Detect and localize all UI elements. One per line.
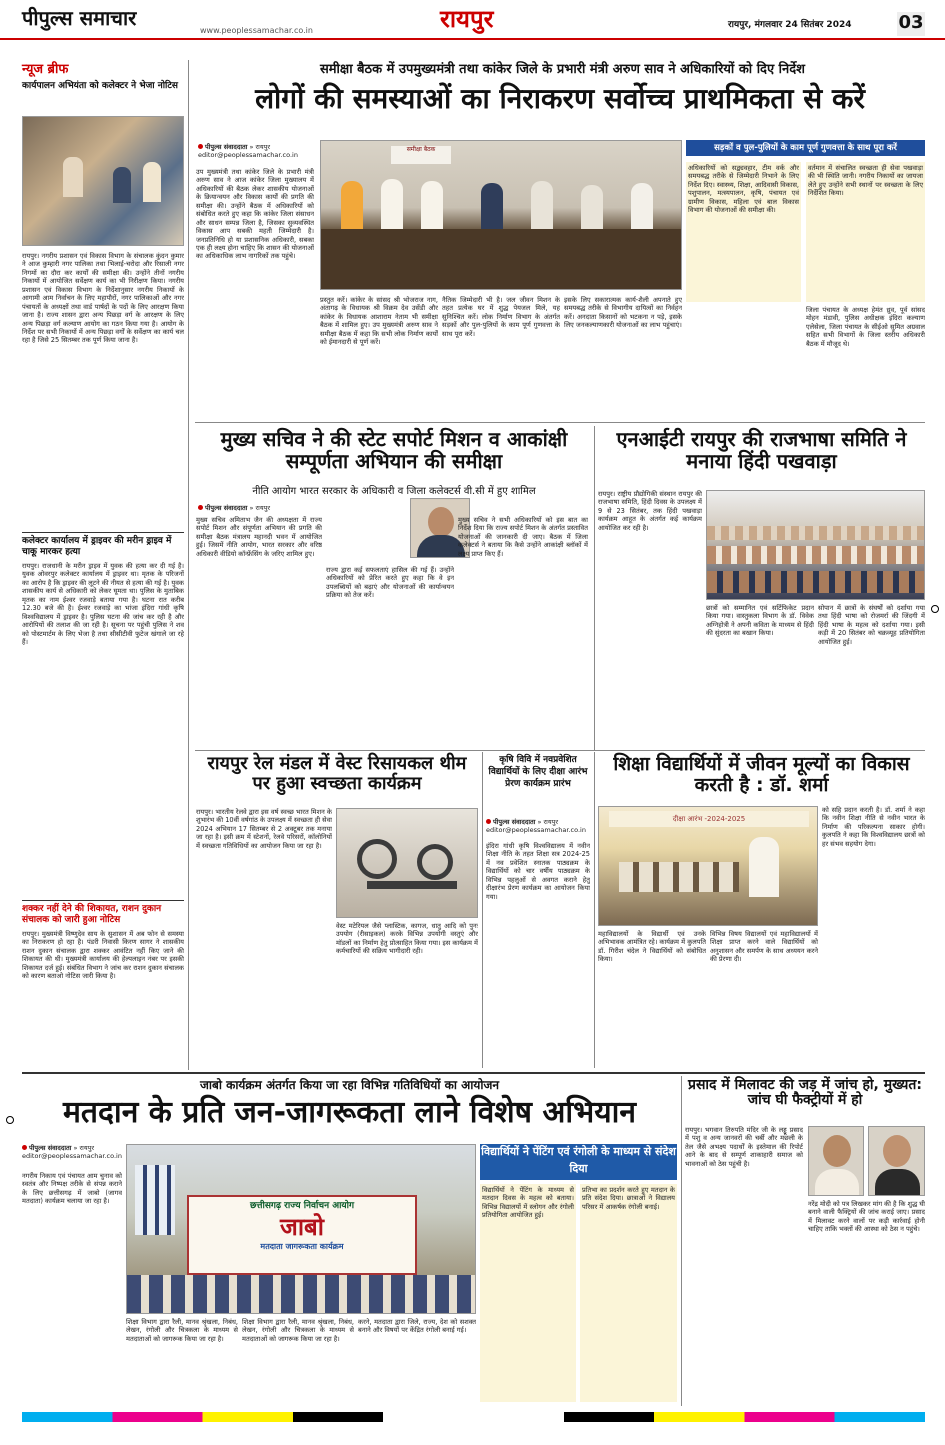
brief-body-3: रायपुर। मुख्यमंत्री विष्णुदेव साय के सुशासन में अब फोन से समस्या का निराकरण हो रहा है। पंडरी निवासी किरण सागर ने शासकीय राशन दुकान संचालक द्वारा शक्कर आवंटित नहीं किए जाने की शिकायत की थी। मुख्यमंत्री कार्यालय की हेल्पलाइन नंबर पर इसकी शिकायत दर्ज हुई। संबंधित विभाग ने जांच कर राशन दुकान संचालक को कारण बताओ नोटिस जारी किया है।: [22, 930, 184, 981]
color-registration-strip: [22, 1412, 925, 1422]
prasad-col-2: नरेंद्र मोदी को पत्र लिखकर मांग की है कि शुद्ध घी बनाने वाली फैक्ट्रियों की जांच कराई जाए। प्रसाद में मिलावट करने वालों पर कड़ी कार्रवाई होनी चाहिए ताकि भक्तों की आस्था को ठेस न पहुंचे।: [808, 1200, 925, 1234]
nit-col-3: सोपान में छात्रों के संघर्षों को दर्शाया गया तथा हिंदी भाषा को रोजमर्रा की जिंदगी में हिंदी भाषा के महत्व को दर्शाया गया। इसी कड़ी में 20 सितंबर को चक्रव्यूह प्रतियोगिता आयोजित हुई।: [818, 604, 925, 646]
dateline: रायपुर, मंगलवार 24 सितंबर 2024: [728, 20, 852, 30]
edu-col-3: को सहि प्रदान करती है। डॉ. शर्मा ने कहा कि नवीन शिक्षा नीति से नवीन भारत के निर्माण की परिकल्पना साकार होगी। कुलपति ने कहा कि विश्वविद्यालय छात्रों को हर संभव सहयोग देगा।: [822, 806, 925, 848]
masthead: [0, 0, 945, 40]
rail-headline: रायपुर रेल मंडल में वेस्ट रिसायकल थीम पर हुआ स्वच्छता कार्यक्रम: [207, 753, 467, 794]
jabo-col-4: करने, मतदाता द्वारा जिले, राज्य, देश को सशक्त बनाने और विषयों पर केंद्रित रंगोली बनाई गई।: [358, 1318, 476, 1335]
cs-col-2: राज्य द्वारा कई सफलताएं हासिल की गई हैं। उन्होंने अधिकारियों को प्रेरित करते हुए कहा कि वे इन उपलब्धियों को बढ़ाएं और योजनाओं की कार्यान्वयन प्रक्रिया को तेज करें।: [326, 566, 454, 600]
prasad-headline: प्रसाद में मिलावट की जड़ में जांच हो, मुख्यत: जांच घी फैक्ट्रीयों में हो: [688, 1077, 922, 1109]
prasad-portrait-1: [808, 1126, 864, 1196]
jabo-col-3: शिक्षा विभाग द्वारा रैली, मानव श्रृंखला, निबंध, लेखन, रंगोली और चित्रकला के माध्यम से मतदाताओं को जागरूक किया जा रहा है।: [242, 1318, 354, 1343]
edu-col-1: महाविद्यालयों के विद्यार्थी एवं उनके अभिभावक आमंत्रित रहे। कार्यक्रम में कुलपति डॉ. गिरीश चंदेल ने विद्यार्थियों को संबोधित किया।: [598, 930, 706, 964]
edu-col-2: विभिन्न विषय विद्यालयों एवं महाविद्यालयों में शिक्षा प्राप्त करने वाले विद्यार्थियों को अनुशासन और समर्पण के साथ अध्ययन करने की प्रेरणा दी।: [710, 930, 818, 964]
jabo-col-2: शिक्षा विभाग द्वारा रैली, मानव श्रृंखला, निबंध, लेखन, रंगोली और चित्रकला के माध्यम से मतदाताओं को जागरूक किया जा रहा है।: [126, 1318, 238, 1343]
jabo-side-head: विद्यार्थियों ने पेंटिंग एवं रंगोली के माध्यम से संदेश दिया: [480, 1144, 677, 1180]
jabo-headline: मतदान के प्रति जन-जागरूकता लाने विशेष अभियान: [62, 1095, 637, 1130]
lead-col-7: जिला पंचायत के अध्यक्ष हेमंत ध्रुव, पूर्व सांसद मोहन मंडावी, पुलिस अधीक्षक इंदिरा कल्याण एलेसेला, जिला पंचायत के सीईओ सुमित अग्रवाल सहित सभी विभागों के जिला स्तरीय अधिकारी बैठक में मौजूद थे।: [806, 306, 925, 348]
section-name: रायपुर: [440, 5, 494, 33]
rail-photo: [336, 808, 478, 918]
agri-col-1: इंदिरा गांधी कृषि विश्वविद्यालय में नवीन शिक्षा नीति के तहत शिक्षा सत्र 2024-25 में नव प्रवेशित स्नातक पाठ्यक्रम के विद्यार्थियों को चार वर्षीय पाठ्यक्रम के विभिन्न पहलुओं से अवगत कराने हेतु दीक्षारंभ प्रेरण कार्यक्रम का आयोजन किया गया।: [486, 842, 590, 901]
cs-col-1: मुख्य सचिव अमिताभ जैन की अध्यक्षता में राज्य सपोर्ट मिशन और संपूर्णता अभियान की प्रगति की समीक्षा बैठक मंत्रालय महानदी भवन में आयोजित हुई। जिसमें नीति आयोग, भारत सरकार और वरिष्ठ अधिकारी वीडियो कॉन्फ्रेंसिंग के जरिए शामिल हुए।: [196, 516, 322, 558]
edu-headline: शिक्षा विद्यार्थियों में जीवन मूल्यों का विकास करती है : डॉ. शर्मा: [613, 753, 910, 796]
lead-byline: पीपुल्स संवाददाता » रायपुर editor@peoplessamachar.co.in: [198, 143, 298, 160]
nit-col-1: रायपुर। राष्ट्रीय प्रौद्योगिकी संस्थान रायपुर की राजभाषा समिति, हिंदी दिवस के उपलक्ष्य में 9 से 23 सितंबर, तक हिंदी पखवाड़ा कार्यक्रम आहूत के अंतर्गत कई कार्यक्रम आयोजित कर रही है।: [598, 490, 702, 532]
cs-col-3: मुख्य सचिव ने सभी अधिकारियों को इस बात का निर्देश दिया कि राज्य सपोर्ट मिशन के अंतर्गत प्रस्तावित योजनाओं की जानकारी दी जाए। बैठक में जिला कलेक्टर्स ने बताया कि कैसे उन्होंने आकांक्षी ब्लॉकों में लक्ष्य प्राप्त किए हैं।: [458, 516, 588, 558]
prasad-portrait-2: [868, 1126, 925, 1196]
jabo-kicker: जाबो कार्यक्रम अंतर्गत किया जा रहा विभिन्न गतिविधियों का आयोजन: [199, 1078, 500, 1092]
lead-col-3: नैतिक जिम्मेदारी भी है। जल जीवन मिशन के तहत प्रत्येक घर में शुद्ध पेयजल मिले, यह सुनिश्चित करें। लोक निर्माण विभाग के अंतर्गत सड़कों और पुल-पुलियों के काम पूर्ण गुणवत्ता के साथ पूरा करें।: [442, 296, 560, 338]
lead-col-6: वर्तमान में संचालित स्वच्छता ही सेवा पखवाड़ा की भी स्थिति जानी। नगरीय निकायों का जायजा लेते हुए उन्होंने सभी स्थानों पर स्वच्छता के लिए निर्देशित किया।: [806, 162, 925, 302]
cs-deck: नीति आयोग भारत सरकार के अधिकारी व जिला कलेक्टर्स वी.सी में हुए शामिल: [252, 486, 536, 497]
brief-body-2: रायपुर। राजधानी के मरीन ड्राइव में युवक की हत्या कर दी गई है। युवक ओवरपुर कलेक्टर कार्यालय में ड्राइवर था। मृतक के परिजनों का आरोप है कि ड्राइवर की लूटने की नीयत से हत्या की गई है। युवक शासकीय कार्य से अधिकारी को लेकर घूमता था। पुलिस के मुताबिक मृतक का नाम ईश्वर रजवाड़े बताया गया है। घटना रात करीब 12.30 बजे की है। ईश्वर रजवाड़े का भांजा इंदिरा गांधी कृषि विश्वविद्यालय में ड्राइवर है। पुलिस घटना की जांच कर रही है और आरोपियों की तलाश की जा रही है। सूचना पर पहुंची पुलिस ने शव को पोस्टमार्टम के लिए भेजा है तथा सीसीटीवी फुटेज खंगाले जा रहे हैं।: [22, 562, 184, 646]
brief-photo: [22, 116, 184, 246]
lead-col-1: उप मुख्यमंत्री तथा कांकेर जिले के प्रभारी मंत्री अरुण साव ने आज कांकेर जिला मुख्यालय में अधिकारियों की बैठक लेकर शासकीय योजनाओं के क्रियान्वयन और विकास कार्यों की प्रगति की समीक्षा की। उन्होंने बैठक में अधिकारियों को संबोधित करते हुए कहा कि कांकेर जिला संसाधन और साधन सम्पन्न जिला है, जिसका सुव्यवस्थित विकास आप सबकी महती जिम्मेदारी है। जनप्रतिनिधि हो या प्रशासनिक अधिकारी, सबका एक ही लक्ष्य होना चाहिए कि शासन की योजनाओं का अधिकाधिक लाभ नागरिकों तक पहुंचे।: [196, 168, 314, 261]
registration-mark-left: [6, 1116, 14, 1124]
news-brief-column: [22, 62, 184, 1062]
website: www.peoplessamachar.co.in: [200, 26, 313, 35]
brief-label: न्यूज ब्रीफ: [22, 62, 69, 77]
prasad-col-1: रायपुर। भगवान तिरुपति मंदिर जी के लड्डू प्रसाद में पशु व अन्य जानवरों की चर्बी और मछली के तेल जैसे अभक्ष्य पदार्थों के इस्तेमाल की रिपोर्ट आने के बाद से सम्पूर्ण शाकाहारी समाज को भावनाओं को ठेस पहुंची है।: [685, 1126, 803, 1168]
jabo-side-col-2: प्रतिभा का प्रदर्शन करते हुए मतदान के प्रति संदेश दिया। छात्राओं ने विद्यालय परिसर में आकर्षक रंगोली बनाई।: [580, 1184, 677, 1402]
page-number: 03: [897, 12, 925, 36]
jabo-banner-line-2: जाबो: [280, 1213, 324, 1242]
nit-group-photo: [706, 490, 925, 600]
agri-headline: कृषि विवि में नवप्रवेशित विद्यार्थियों के लिए दीक्षा आरंभ प्रेरण कार्यक्रम प्रारंभ: [488, 755, 588, 790]
jabo-banner-line-1: छत्तीसगढ़ राज्य निर्वाचन आयोग: [249, 1201, 355, 1211]
lead-kicker: समीक्षा बैठक में उपमुख्यमंत्री तथा कांकेर जिले के प्रभारी मंत्री अरुण साव ने अधिकारियों को दिए निर्देश: [319, 62, 806, 77]
lead-col-4: इसके लिए सकारात्मक कार्य-शैली अपनाते हुए समयबद्ध तरीके से विभागीय दायित्वों का निर्वहन करें। अनदाता किसानों को भटकना न पड़े, इसके लिए जनकल्याणकारी योजनाओं का लाभ पहुंचाएं।: [564, 296, 682, 330]
edu-photo: दीक्षा आरंभ -2024-2025: [598, 806, 818, 926]
jabo-side-col-1: विद्यार्थियों ने पेंटिंग के माध्यम से मतदान दिवस के महत्व को बताया। विभिन्न विद्यालयों में स्लोगन और रंगोली प्रतियोगिता आयोजित हुई।: [480, 1184, 576, 1402]
cs-byline: पीपुल्स संवाददाता » रायपुर: [198, 504, 270, 512]
rail-col-1: रायपुर। भारतीय रेलवे द्वारा इस वर्ष स्वच्छ भारत मिशन के शुभारंभ की 10वीं वर्षगांठ के उपलक्ष्य में स्वच्छता ही सेवा 2024 अभियान 17 सितम्बर से 2 अक्टूबर तक मनाया जा रहा है। इसी क्रम में स्टेशनों, रेलवे परिसरों, कॉलोनियों में स्वच्छता गतिविधियों का आयोजन किया जा रहा है।: [196, 808, 332, 850]
lead-col-5: अधिकारियों को सद्व्यवहार, टीम वर्क और समयबद्ध तरीके से जिम्मेदारी निभाने के लिए निर्देश दिए। स्वास्थ्य, शिक्षा, आदिवासी विकास, पशुपालन, मत्स्यपालन, कृषि, पंचायत एवं ग्रामीण विकास, महिला एवं बाल विकास विभाग की योजनाओं की समीक्षा की।: [686, 162, 801, 302]
cs-headline: मुख्य सचिव ने की स्टेट सपोर्ट मिशन व आकांक्षी सम्पूर्णता अभियान की समीक्षा: [220, 427, 568, 473]
registration-mark-right: [931, 605, 939, 613]
lead-photo: समीक्षा बैठक: [320, 140, 682, 290]
jabo-banner-line-3: मतदाता जागरूकता कार्यक्रम: [260, 1242, 344, 1252]
lead-headline: लोगों की समस्याओं का निराकरण सर्वोच्च प्राथमिकता से करें: [255, 82, 865, 115]
brief-body-1: रायपुर। नगरीय प्रशासन एवं विकास विभाग के संचालक कुंदन कुमार ने आज कुम्हारी नगर पालिका तथा भिलाई-चरोदा और रिसाली नगर निगमों का दौरा कर कार्यों की समीक्षा की। उन्होंने तीनों नगरीय निकायों में आयोजित सर्वेक्षण कार्य का भी निरीक्षण किया। नगरीय प्रशासन एवं विकास विभाग के निर्देशानुसार नगरीय निकायों के आगामी आम निर्वाचन के लिए महापौरों, नगर पालिकाओं और नगर पंचायतों के अध्यक्षों तथा वार्ड पार्षदों के पदों के लिए आरक्षण किया जाना है। राज्य शासन द्वारा अन्य पिछड़ा वर्ग के आरक्षण के लिए अन्य पिछड़ा वर्ग कल्याण आयोग का गठन किया गया है। आयोग के निर्देश पर सभी निकायों में अन्य पिछड़ा वर्गों के सर्वेक्षण का कार्य चल रहा है जिसे 25 सितम्बर तक पूर्ण किया जाना है।: [22, 252, 184, 345]
lead-sidebar-head: सड़कों व पुल-पुलियों के काम पूर्ण गुणवत्ता के साथ पूरा करें: [686, 140, 925, 156]
lead-col-2: प्रस्तुत करें। कांकेर के सांसद श्री भोजराज नाग, अंतागढ़ के विधायक श्री विक्रम देव उसेंडी और कांकेर के विधायक आशाराम नेताम भी समीक्षा बैठक में शामिल हुए। उप मुख्यमंत्री अरुण साव ने समीक्षा बैठक में कहा कि सभी लोक निर्माण कार्यों को ईमानदारी से पूर्ण करें।: [320, 296, 438, 347]
jabo-byline: पीपुल्स संवाददाता » रायपुर editor@peoplessamachar.co.in: [22, 1144, 122, 1161]
jabo-photo: [126, 1144, 476, 1314]
logo: पीपुल्स समाचार: [22, 6, 137, 30]
brief-headline-3: शक्कर नहीं देने की शिकायत, राशन दुकान संचालक को जारी हुआ नोटिस: [22, 904, 162, 926]
nit-col-2: छात्रों को सम्मानित एवं सर्टिफिकेट प्रदान किया गया। वास्तुकला विभाग के डॉ. विवेक अग्निहोत्री ने अपनी कविता के माध्यम से हिंदी की सुंदरता का बखान किया।: [706, 604, 814, 638]
agri-byline: पीपुल्स संवाददाता » रायपुर editor@peoplessamachar.co.in: [486, 818, 586, 835]
brief-headline-1: कार्यपालन अभियंता को कलेक्टर ने भेजा नोटिस: [22, 81, 179, 92]
jabo-col-1: नगरीय निकाय एवं पंचायत आम चुनाव को स्वतंत्र और निष्पक्ष तरीके से संपन्न कराने के लिए छत्तीसगढ़ में जाबो (जागव मतदाता) कार्यक्रम चलाया जा रहा है।: [22, 1172, 122, 1206]
brief-headline-2: कलेक्टर कार्यालय में ड्राइवर की मरीन ड्राइव में चाकू मारकर हत्या: [22, 536, 172, 558]
nit-headline: एनआईटी रायपुर की राजभाषा समिति ने मनाया हिंदी पखवाड़ा: [616, 427, 907, 473]
rail-col-2: वेस्ट मटेरियल जैसे प्लास्टिक, कागज, धातु आदि को पुनः उपयोग (रीसाइकल) करके विभिन्न उपयोगी वस्तुएं और मॉडलों का निर्माण हेतु प्रोत्साहित किया गया। इस कार्यक्रम में कर्मचारियों की सक्रिय भागीदारी रही।: [336, 922, 478, 956]
